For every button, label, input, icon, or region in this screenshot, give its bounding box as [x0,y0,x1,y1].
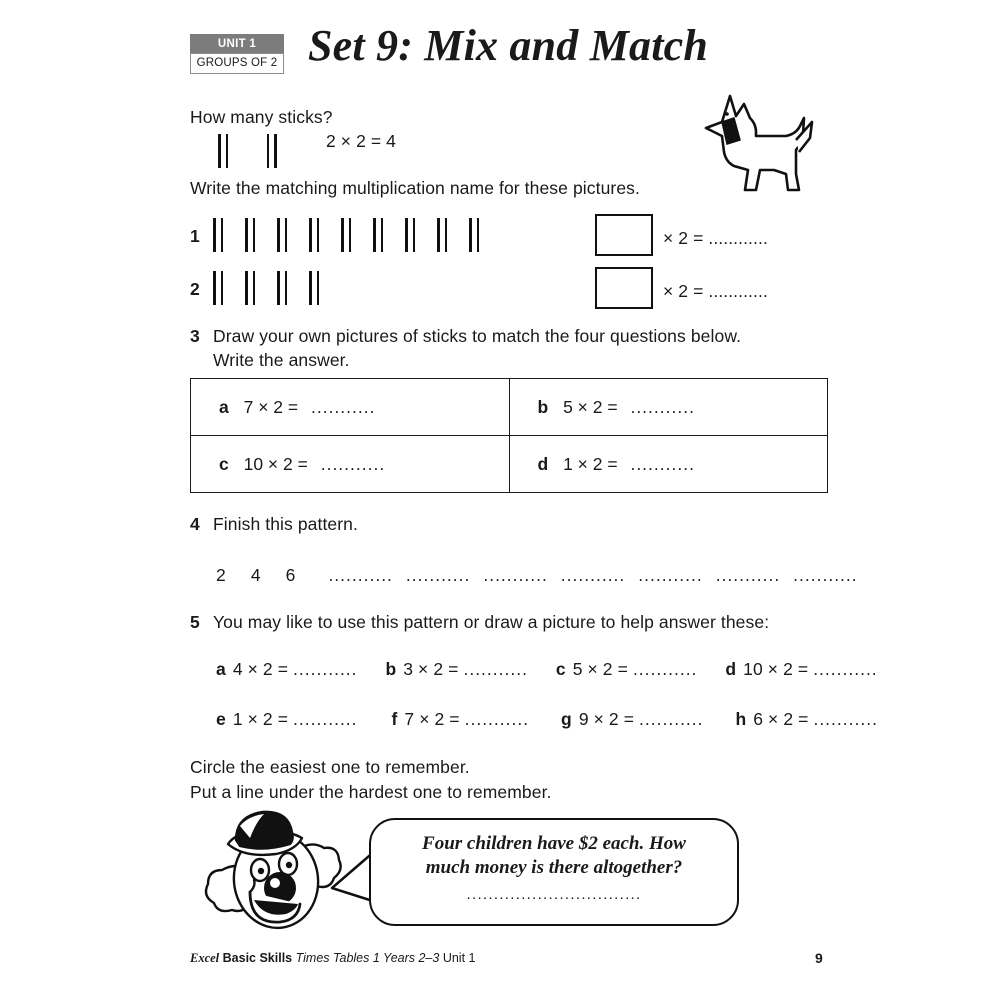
question-3-cell-c[interactable] [191,436,510,493]
stick [309,271,312,305]
stick [349,218,352,252]
stick-group [309,271,319,310]
item-blank[interactable]: ........... [632,659,698,679]
stick [405,218,408,252]
question-1-number: 1 [190,226,200,246]
question-4-prompt: Finish this pattern. [213,514,358,534]
cell-label: c [219,453,229,474]
stick [218,134,221,168]
unit-badge [190,34,284,74]
item-blank[interactable]: ........... [293,709,358,729]
intro-prompt: How many sticks? [190,107,333,127]
cell-expression: 1 × 2 = [563,453,618,474]
stick [221,218,224,252]
stick [413,218,416,252]
dog-illustration [700,78,820,203]
question-3-line1: Draw your own pictures of sticks to match the four questions below. [213,326,742,346]
question-4-pattern [216,565,858,586]
item-blank[interactable]: ........... [464,709,530,729]
footer-unit: Unit 1 [439,951,476,965]
stick [277,218,280,252]
item-expression: 10 × 2 = [743,659,809,679]
item-label: a [216,659,226,679]
cell-expression: 10 × 2 = [243,453,308,474]
page-title: Set 9: Mix and Match [308,21,709,70]
question-1-answer-box[interactable] [595,214,653,256]
pattern-blank[interactable]: ........... [483,565,548,585]
stick [213,271,216,305]
stick [477,218,480,252]
item-label: h [735,709,747,729]
item-blank[interactable]: ........... [463,659,528,679]
cell-label: b [537,396,549,417]
item-blank[interactable]: ........... [639,709,704,729]
item-label: g [561,709,572,729]
item-blank[interactable]: ........... [813,709,878,729]
pattern-blank[interactable]: ........... [405,565,471,585]
stick-group [437,218,447,257]
question-5-row-2 [216,709,878,730]
stick [267,134,270,168]
stick-group [277,271,287,310]
cell-blank: ........... [630,453,695,474]
question-2-number: 2 [190,279,200,299]
stick-group [218,134,228,173]
intro-stick-picture [218,134,277,173]
table-row [191,379,828,436]
speech-bubble [369,818,739,926]
stick-group [309,218,319,257]
question-5-number: 5 [190,612,200,632]
item-expression: 7 × 2 = [404,709,460,729]
stick-group [469,218,479,257]
speech-bubble-text [371,820,737,880]
stick-group [245,271,255,310]
cell-label: d [537,453,549,474]
stick [245,218,248,252]
stick [381,218,384,252]
question-3-line2: Write the answer. [213,350,350,370]
stick [245,271,248,305]
pattern-blank[interactable]: ........... [793,565,858,585]
cell-blank: ........... [630,396,695,417]
page-number: 9 [815,950,823,966]
stick [469,218,472,252]
stick [285,218,288,252]
stick [437,218,440,252]
item-expression: 1 × 2 = [232,709,289,729]
unit-badge-bottom-label: GROUPS OF 2 [190,53,284,74]
item-expression: 4 × 2 = [232,659,289,679]
stick [309,218,312,252]
stick-group [373,218,383,257]
cell-expression: 7 × 2 = [243,396,299,417]
item-expression: 9 × 2 = [578,709,635,729]
dog-icon [700,78,820,203]
stick-group [341,218,351,257]
stick [213,218,216,252]
stick [317,271,320,305]
item-label: b [385,659,397,679]
question-2-suffix: × 2 = ............ [663,281,768,301]
question-1-stick-picture [213,218,479,257]
item-expression: 6 × 2 = [753,709,809,729]
pattern-blank[interactable]: ........... [715,565,781,585]
cell-label: a [219,396,229,417]
question-5-row-1 [216,659,878,680]
item-blank[interactable]: ........... [813,659,878,679]
pattern-blank[interactable]: ........... [560,565,626,585]
question-3-cell-d[interactable] [509,436,828,493]
question-3-table [190,378,828,493]
pattern-value: 2 [216,565,226,585]
pattern-value: 4 [250,565,261,585]
footer [190,951,830,966]
stick [221,271,224,305]
stick [445,218,448,252]
question-2-stick-picture [213,271,319,310]
stick [277,271,280,305]
question-3-cell-a[interactable] [191,379,510,436]
question-4-number: 4 [190,514,200,534]
stick [226,134,229,168]
pattern-blank[interactable]: ........... [328,565,393,585]
cell-blank: ........... [310,396,376,417]
table-row [191,436,828,493]
pattern-value: 6 [285,565,296,585]
question-2-answer-box[interactable] [595,267,653,309]
item-label: e [216,709,226,729]
stick [341,218,344,252]
item-label: f [391,709,398,729]
stick [274,134,277,168]
item-blank[interactable]: ........... [293,659,358,679]
stick [373,218,376,252]
intro-instruction: Write the matching multiplication name for these pictures. [190,178,640,198]
stick-group [267,134,277,173]
stick-group [277,218,287,257]
speech-line-1: Four children have $2 each. How [422,833,686,854]
stick [253,218,256,252]
stick [285,271,288,305]
item-expression: 3 × 2 = [403,659,459,679]
item-label: c [555,659,566,679]
item-label: d [725,659,737,679]
question-3-number: 3 [190,326,200,346]
footer-brand: Excel [190,951,220,965]
speech-bubble-answer-blank[interactable]: ................................ [466,886,642,903]
stick-group [213,218,223,257]
stick-group [245,218,255,257]
stick [317,218,320,252]
question-1-suffix: × 2 = ............ [663,228,768,248]
stick-group [213,271,223,310]
stick [253,271,256,305]
closing-line-1: Circle the easiest one to remember. [190,757,470,777]
question-5-prompt: You may like to use this pattern or draw a picture to help answer these: [213,612,770,632]
speech-line-2: much money is there altogether? [425,857,683,878]
intro-example-equation: 2 × 2 = 4 [326,131,396,151]
stick-group [405,218,415,257]
footer-title: Times Tables 1 Years 2–3 [295,951,440,965]
question-3-cell-b[interactable] [509,379,828,436]
unit-badge-top-label: UNIT 1 [190,34,284,53]
cell-expression: 5 × 2 = [563,396,618,417]
footer-series: Basic Skills [219,951,296,965]
closing-line-2: Put a line under the hardest one to remember. [190,782,552,802]
cell-blank: ........... [320,453,386,474]
item-expression: 5 × 2 = [572,659,628,679]
pattern-blank[interactable]: ........... [638,565,703,585]
